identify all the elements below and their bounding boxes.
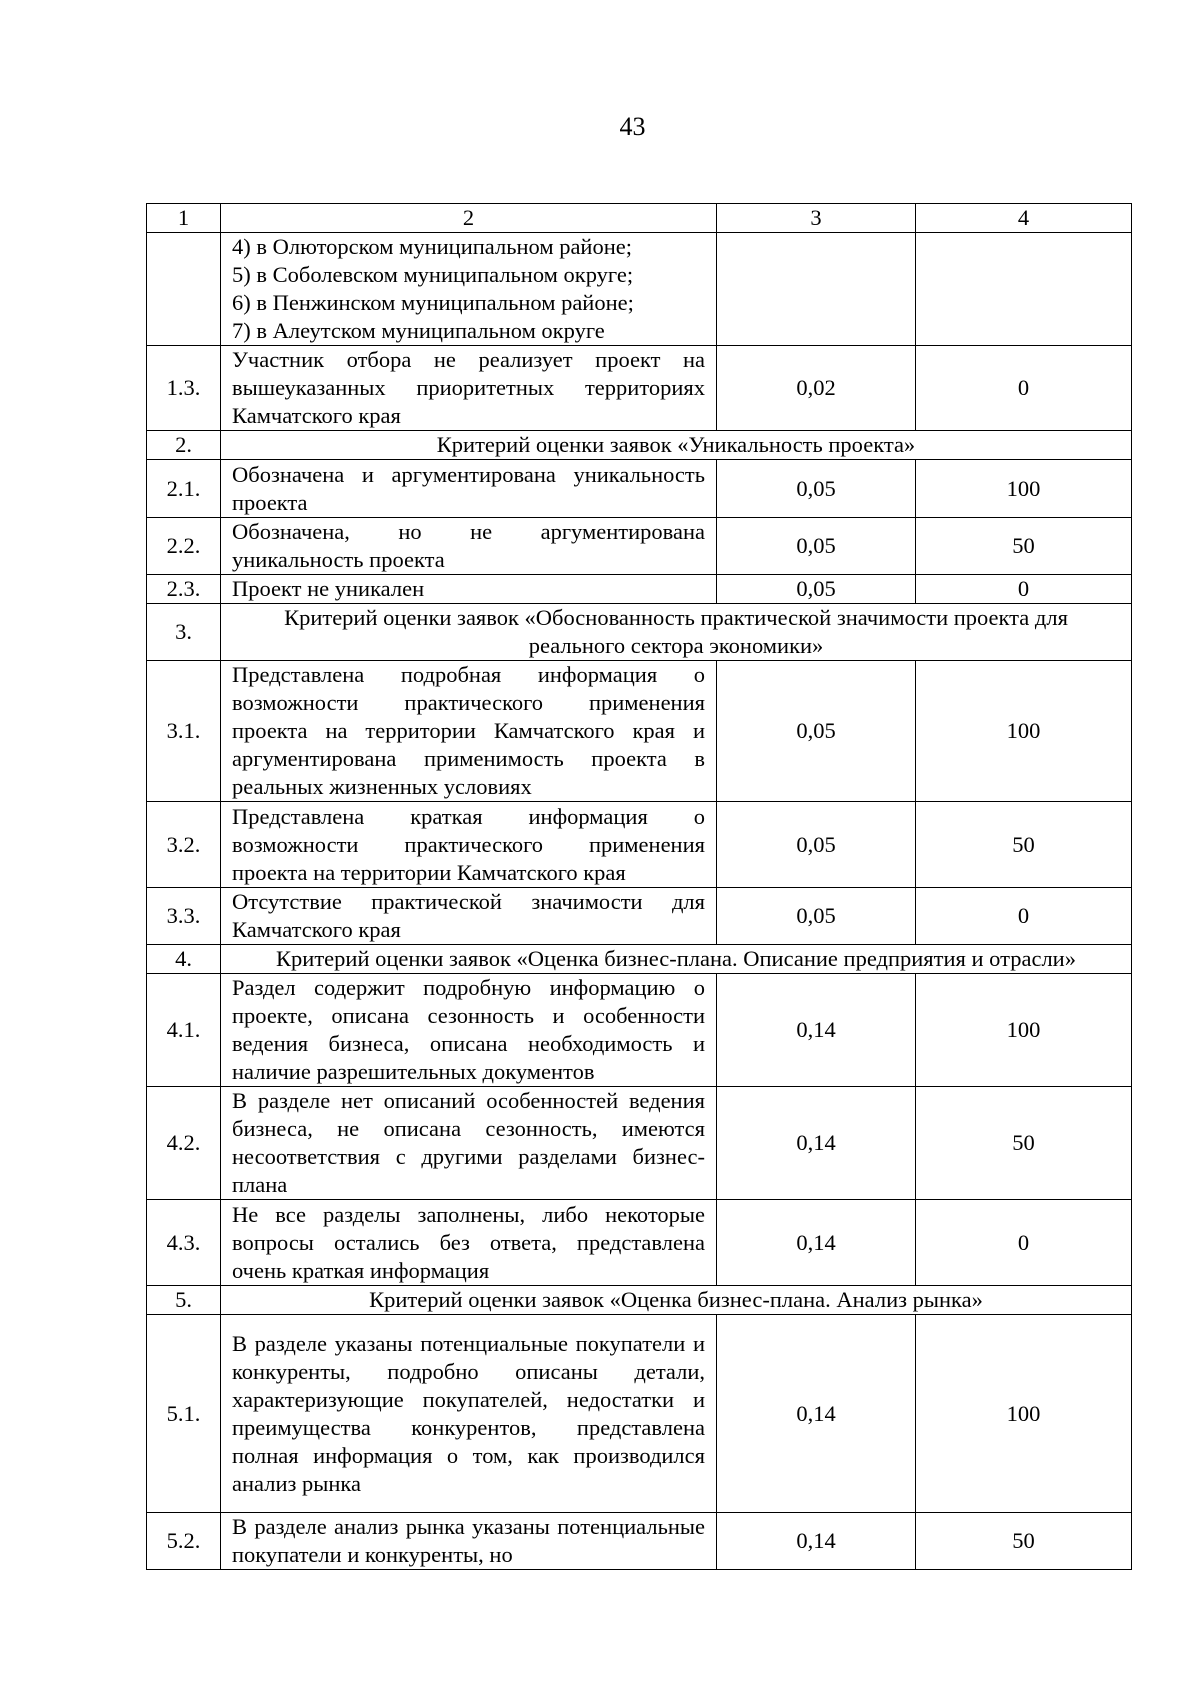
row-number: 5.1. xyxy=(147,1315,221,1513)
table-row xyxy=(147,575,1132,604)
row-number xyxy=(147,233,221,346)
table-row xyxy=(147,661,1132,802)
row-score: 0 xyxy=(916,346,1132,431)
row-score: 50 xyxy=(916,802,1132,888)
row-number: 4.1. xyxy=(147,974,221,1087)
row-weight: 0,05 xyxy=(717,802,916,888)
table-row xyxy=(147,1087,1132,1200)
row-weight: 0,14 xyxy=(717,1513,916,1570)
table-row xyxy=(147,518,1132,575)
table-row xyxy=(147,1315,1132,1513)
row-description: В разделе указаны потенциальные покупатели и конкуренты, подробно описаны детали, характеризующие покупателей, недостатки и преимущества конкурентов, представлена полная информация о том, как производился анализ рынка xyxy=(221,1315,717,1513)
table-row xyxy=(147,1513,1132,1570)
row-number: 5.2. xyxy=(147,1513,221,1570)
row-description: В разделе анализ рынка указаны потенциальные покупатели и конкуренты, но xyxy=(221,1513,717,1570)
criterion-title: Критерий оценки заявок «Обоснованность практической значимости проекта для реального сектора экономики» xyxy=(221,604,1132,661)
header-col-1: 1 xyxy=(147,204,221,233)
row-description: Проект не уникален xyxy=(221,575,717,604)
row-description: Представлена краткая информация о возможности практического применения проекта на территории Камчатского края xyxy=(221,802,717,888)
criterion-row xyxy=(147,431,1132,460)
row-score: 50 xyxy=(916,1513,1132,1570)
row-number: 3. xyxy=(147,604,221,661)
table-row xyxy=(147,974,1132,1087)
row-number: 2.1. xyxy=(147,460,221,518)
territory-line: 4) в Олюторском муниципальном районе; xyxy=(232,234,633,259)
table-row xyxy=(147,888,1132,945)
criterion-row xyxy=(147,604,1132,661)
row-weight: 0,14 xyxy=(717,1087,916,1200)
row-score: 50 xyxy=(916,1087,1132,1200)
header-col-2: 2 xyxy=(221,204,717,233)
row-description: Участник отбора не реализует проект на вышеуказанных приоритетных территориях Камчатского края xyxy=(221,346,717,431)
row-weight xyxy=(717,233,916,346)
row-number: 1.3. xyxy=(147,346,221,431)
row-number: 3.2. xyxy=(147,802,221,888)
row-score: 100 xyxy=(916,661,1132,802)
row-weight: 0,14 xyxy=(717,974,916,1087)
row-weight: 0,14 xyxy=(717,1315,916,1513)
row-weight: 0,05 xyxy=(717,888,916,945)
territory-line: 6) в Пенжинском муниципальном районе; xyxy=(232,290,634,315)
row-score: 0 xyxy=(916,1200,1132,1286)
row-score: 100 xyxy=(916,974,1132,1087)
row-score: 100 xyxy=(916,460,1132,518)
row-weight: 0,14 xyxy=(717,1200,916,1286)
criterion-title: Критерий оценки заявок «Оценка бизнес-плана. Анализ рынка» xyxy=(221,1286,1132,1315)
row-number: 3.3. xyxy=(147,888,221,945)
row-description: Обозначена и аргументирована уникальность проекта xyxy=(221,460,717,518)
row-number: 2.2. xyxy=(147,518,221,575)
row-weight: 0,05 xyxy=(717,460,916,518)
table-row xyxy=(147,346,1132,431)
table-header-row xyxy=(147,204,1132,233)
table-row xyxy=(147,460,1132,518)
row-description: Представлена подробная информация о возможности практического применения проекта на территории Камчатского края и аргументирована применимость проекта в реальных жизненных условиях xyxy=(221,661,717,802)
row-description: Раздел содержит подробную информацию о проекте, описана сезонность и особенности ведения бизнеса, описана необходимость и наличие разрешительных документов xyxy=(221,974,717,1087)
criteria-table xyxy=(146,203,1132,1570)
row-score: 50 xyxy=(916,518,1132,575)
row-description: В разделе нет описаний особенностей ведения бизнеса, не описана сезонность, имеются несоответствия с другими разделами бизнес-плана xyxy=(221,1087,717,1200)
table-row xyxy=(147,802,1132,888)
row-score: 0 xyxy=(916,888,1132,945)
territory-line: 7) в Алеутском муниципальном округе xyxy=(232,318,605,343)
row-score: 0 xyxy=(916,575,1132,604)
header-col-4: 4 xyxy=(916,204,1132,233)
row-number: 5. xyxy=(147,1286,221,1315)
row-score xyxy=(916,233,1132,346)
criterion-row xyxy=(147,1286,1132,1315)
row-number: 4.2. xyxy=(147,1087,221,1200)
row-description xyxy=(221,233,717,346)
row-number: 2.3. xyxy=(147,575,221,604)
row-score: 100 xyxy=(916,1315,1132,1513)
page-number: 43 xyxy=(619,112,646,141)
row-number: 2. xyxy=(147,431,221,460)
row-number: 4.3. xyxy=(147,1200,221,1286)
row-description: Отсутствие практической значимости для Камчатского края xyxy=(221,888,717,945)
row-description: Обозначена, но не аргументирована уникальность проекта xyxy=(221,518,717,575)
row-number: 3.1. xyxy=(147,661,221,802)
row-weight: 0,02 xyxy=(717,346,916,431)
row-number: 4. xyxy=(147,945,221,974)
row-weight: 0,05 xyxy=(717,575,916,604)
row-weight: 0,05 xyxy=(717,661,916,802)
table-row xyxy=(147,233,1132,346)
row-description: Не все разделы заполнены, либо некоторые вопросы остались без ответа, представлена очень краткая информация xyxy=(221,1200,717,1286)
territory-line: 5) в Соболевском муниципальном округе; xyxy=(232,262,634,287)
criterion-title: Критерий оценки заявок «Уникальность проекта» xyxy=(221,431,1132,460)
criterion-row xyxy=(147,945,1132,974)
criterion-title: Критерий оценки заявок «Оценка бизнес-плана. Описание предприятия и отрасли» xyxy=(221,945,1132,974)
header-col-3: 3 xyxy=(717,204,916,233)
row-weight: 0,05 xyxy=(717,518,916,575)
table-row xyxy=(147,1200,1132,1286)
